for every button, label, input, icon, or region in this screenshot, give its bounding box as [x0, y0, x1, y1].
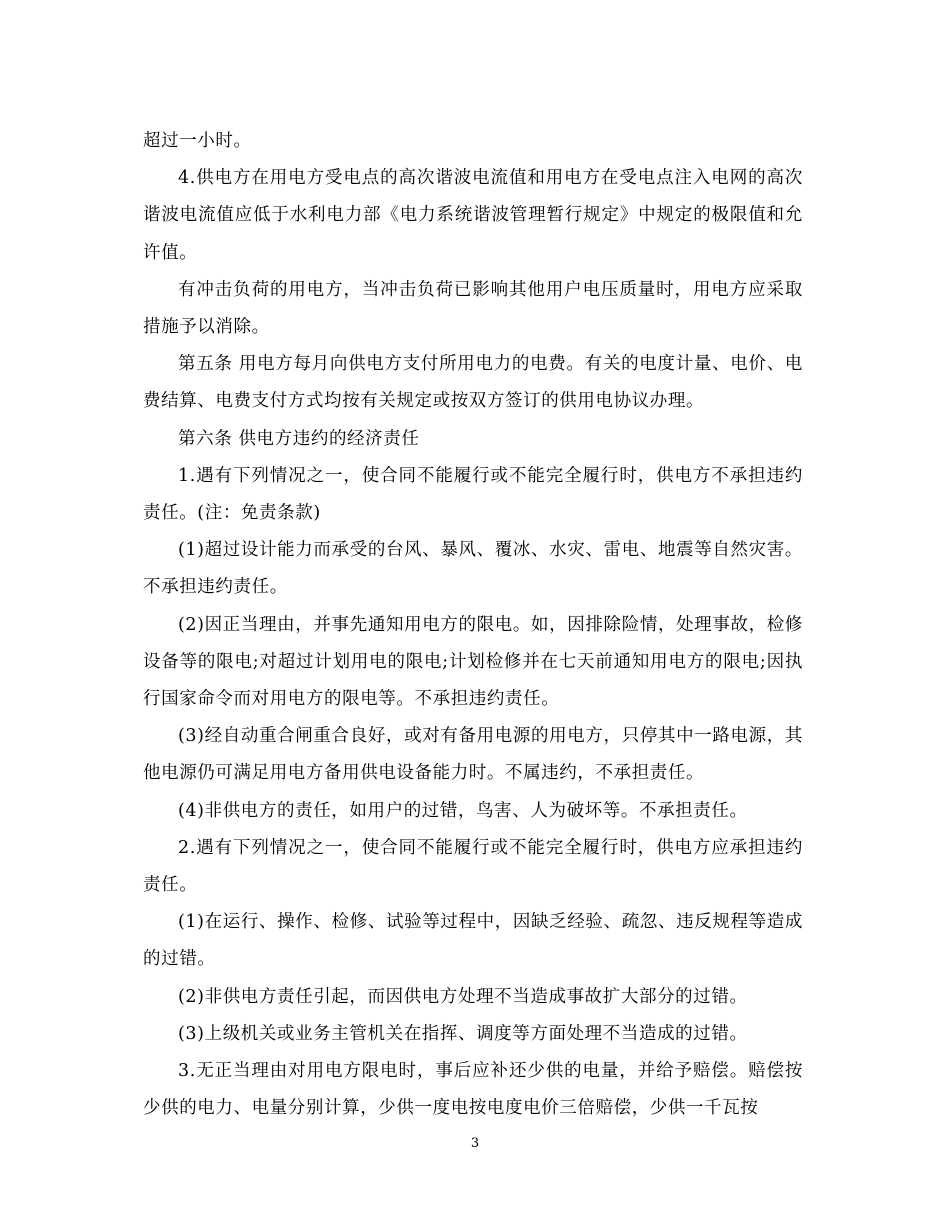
page-number: 3	[470, 1136, 480, 1151]
document-body	[143, 123, 803, 1127]
paragraph-7: (1)超过设计能力而承受的台风、暴风、覆冰、水灾、雷电、地震等自然灾害。不承担违约责任。	[143, 540, 803, 598]
paragraph-11: 2.遇有下列情况之一，使合同不能履行或不能完全履行时，供电方应承担违约责任。	[143, 837, 803, 896]
paragraph-6: 1.遇有下列情况之一，使合同不能履行或不能完全履行时，供电方不承担违约责任。(注：免责条款)	[143, 465, 803, 524]
paragraph-15: 3.无正当理由对用电方限电时，事后应补还少供的电量，并给予赔偿。赔偿按少供的电力、电量分别计算，少供一度电按电度电价三倍赔偿，少供一千瓦按	[143, 1061, 803, 1119]
paragraph-2: 4.供电方在用电方受电点的高次谐波电流值和用电方在受电点注入电网的高次谐波电流值应低于水利电力部《电力系统谐波管理暂行规定》中规定的极限值和允许值。	[143, 168, 803, 263]
paragraph-10: (4)非供电方的责任，如用户的过错，鸟害、人为破坏等。不承担责任。	[178, 800, 748, 821]
paragraph-13: (2)非供电方责任引起，而因供电方处理不当造成事故扩大部分的过错。	[178, 986, 748, 1007]
paragraph-4: 第五条 用电方每月向供电方支付所用电力的电费。有关的电度计量、电价、电费结算、电费支付方式均按有关规定或按双方签订的供用电协议办理。	[143, 354, 803, 412]
paragraph-12: (1)在运行、操作、检修、试验等过程中，因缺乏经验、疏忽、违反规程等造成的过错。	[143, 912, 803, 970]
paragraph-8: (2)因正当理由，并事先通知用电方的限电。如，因排除险情，处理事故，检修设备等的限电;对超过计划用电的限电;计划检修并在七天前通知用电方的限电;因执行国家命令而对用电方的限电等。不承担违约责任。	[143, 614, 803, 710]
paragraph-5: 第六条 供电方违约的经济责任	[178, 428, 420, 449]
paragraph-9: (3)经自动重合闸重合良好，或对有备用电源的用电方，只停其中一路电源，其他电源仍可满足用电方备用供电设备能力时。不属违约，不承担责任。	[143, 726, 803, 784]
paragraph-3: 有冲击负荷的用电方，当冲击负荷已影响其他用户电压质量时，用电方应采取措施予以消除。	[143, 279, 803, 338]
paragraph-1: 超过一小时。	[143, 131, 252, 151]
paragraph-14: (3)上级机关或业务主管机关在指挥、调度等方面处理不当造成的过错。	[178, 1023, 748, 1044]
